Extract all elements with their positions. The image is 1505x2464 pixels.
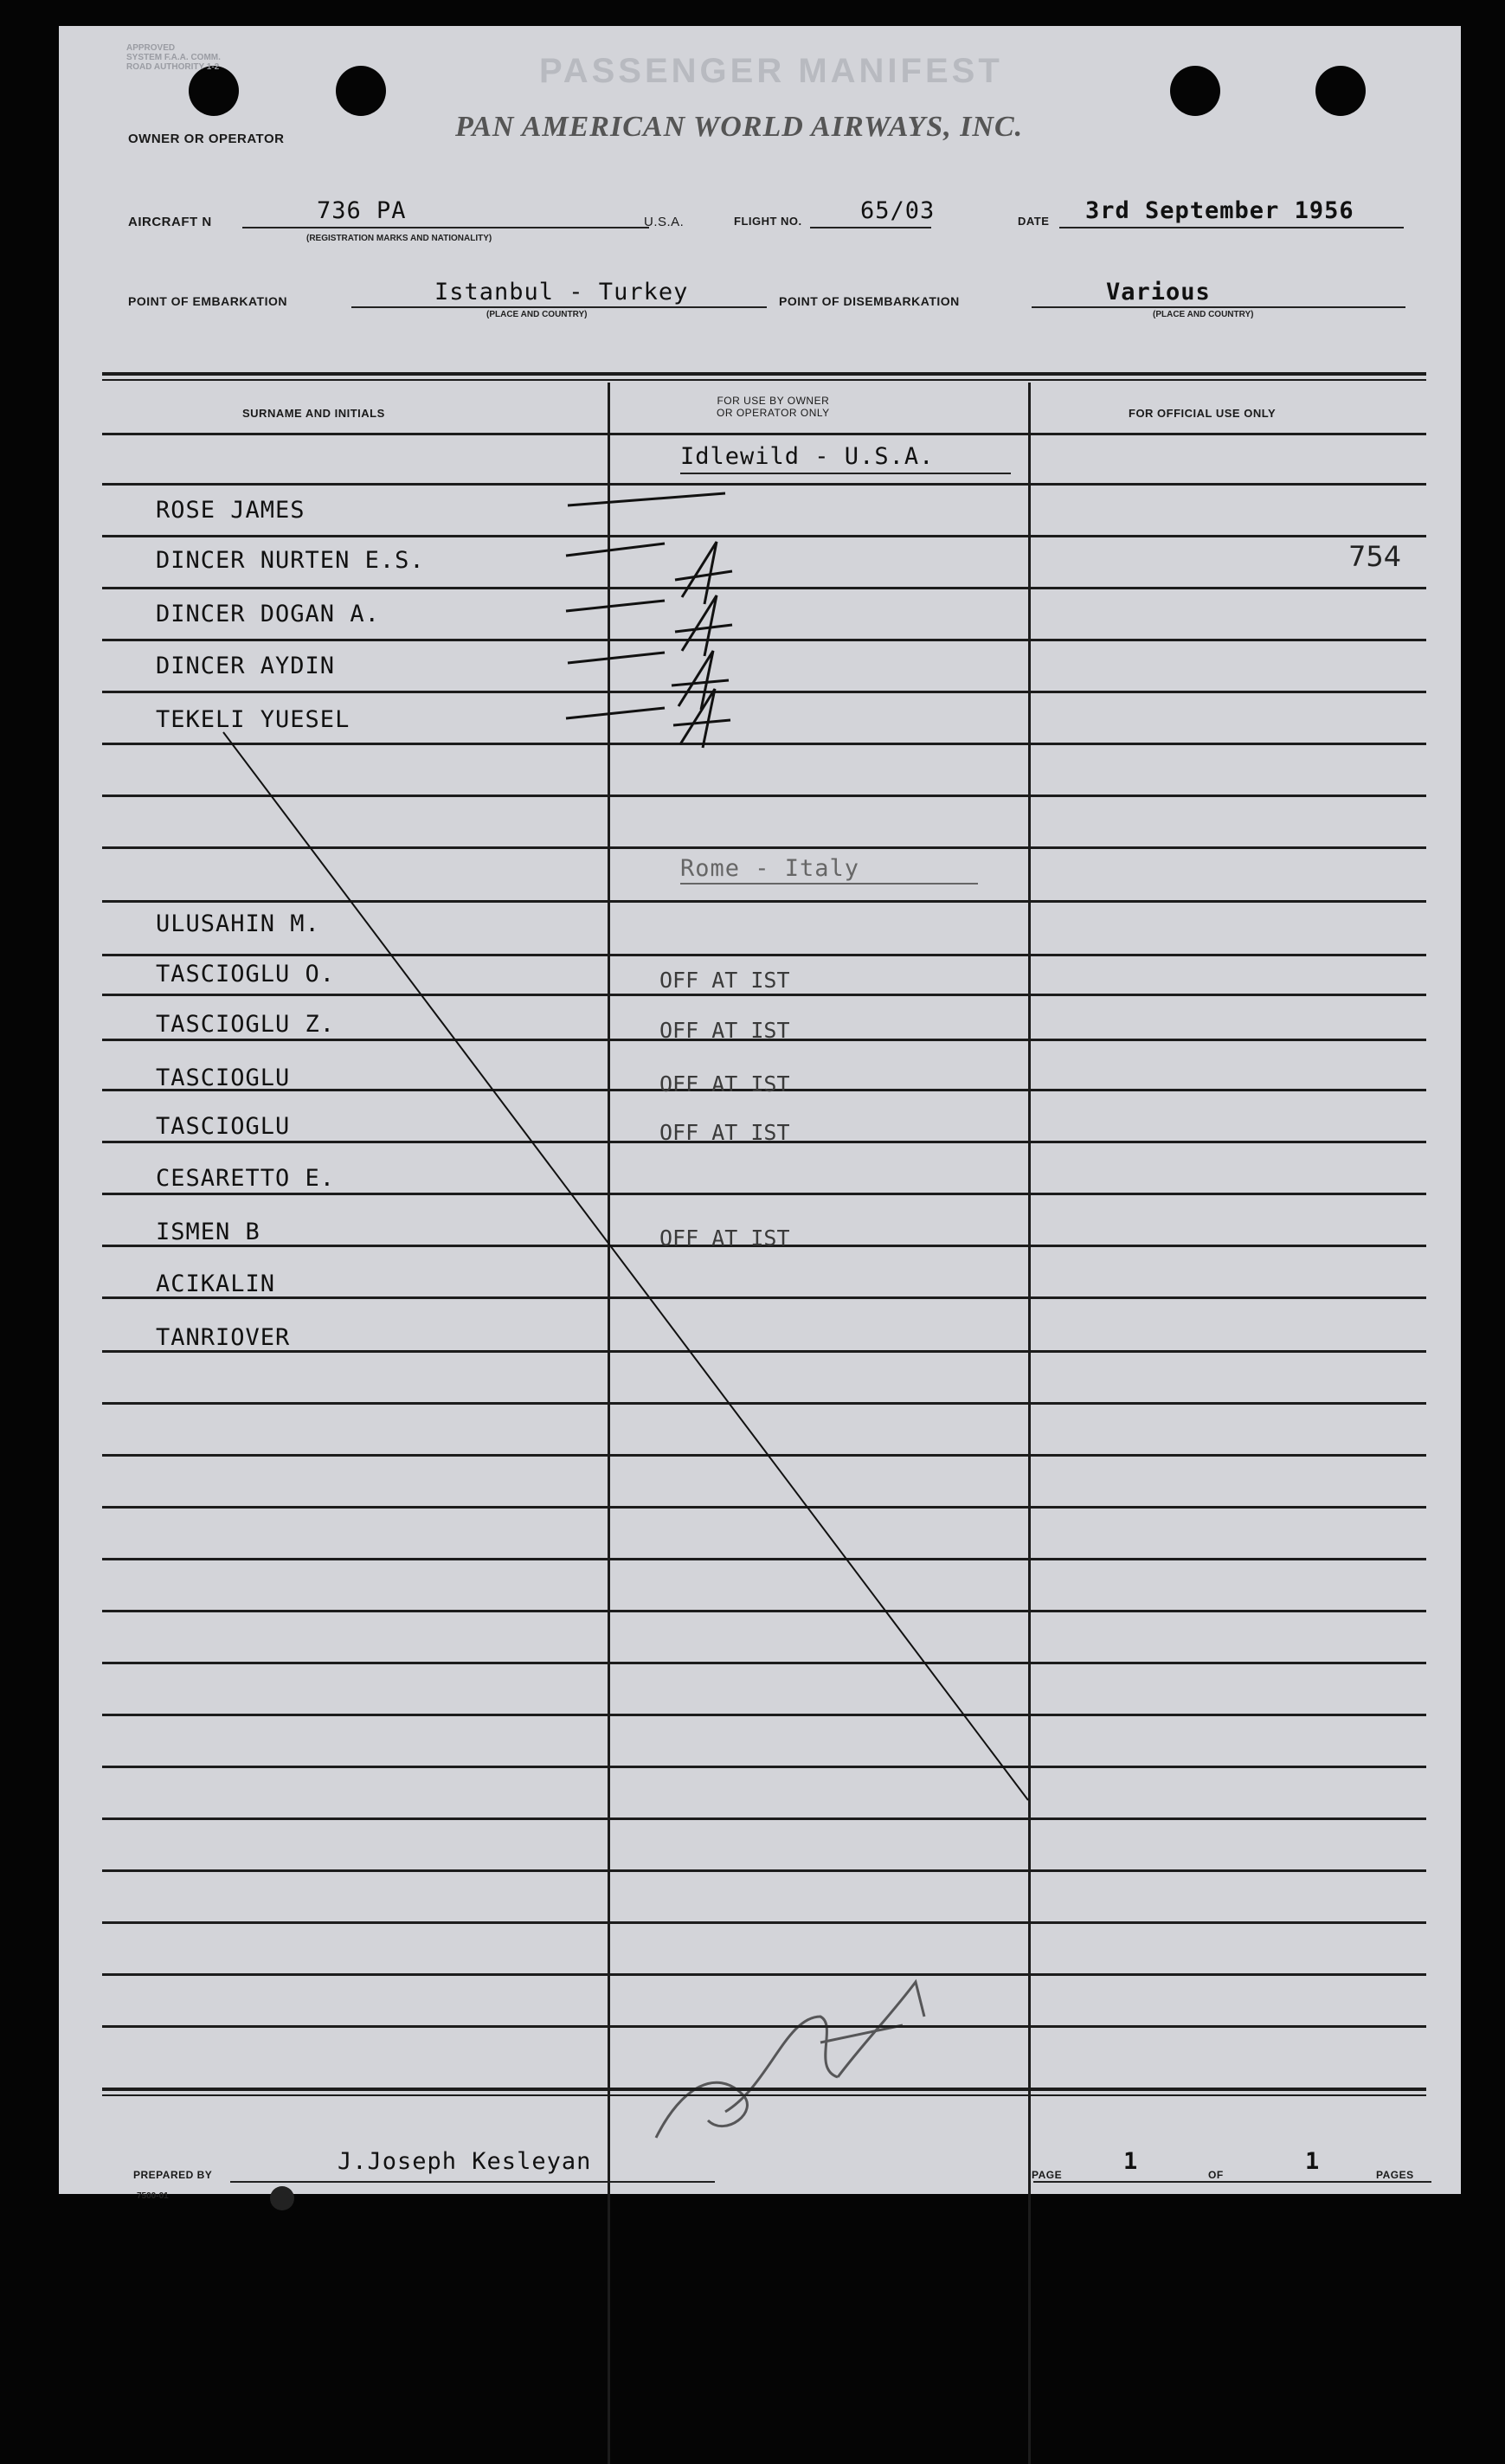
passenger-name: ACIKALIN bbox=[156, 1271, 276, 1297]
destination-heading: Rome - Italy bbox=[680, 855, 860, 882]
of-label: OF bbox=[1208, 2169, 1224, 2181]
passenger-name: CESARETTO E. bbox=[156, 1165, 336, 1192]
passenger-name: TASCIOGLU O. bbox=[156, 961, 336, 988]
passenger-name: TANRIOVER bbox=[156, 1324, 291, 1351]
passenger-name: ULUSAHIN M. bbox=[156, 910, 320, 937]
disembarkation-value: Various bbox=[1106, 279, 1211, 306]
prepared-by-label: PREPARED BY bbox=[133, 2169, 213, 2181]
approval-stamp: APPROVED SYSTEM F.A.A. COMM. ROAD AUTHORITY 1-2 bbox=[126, 43, 221, 72]
embarkation-value: Istanbul - Turkey bbox=[434, 279, 689, 306]
col-surname-header: SURNAME AND INITIALS bbox=[242, 407, 385, 420]
passenger-name: TASCIOGLU bbox=[156, 1065, 291, 1091]
col-owner-header: FOR USE BY OWNER OR OPERATOR ONLY bbox=[717, 395, 830, 419]
handwritten-signature bbox=[656, 1982, 924, 2138]
form-number: 7500-01 bbox=[137, 2191, 169, 2201]
disembarkation-label: POINT OF DISEMBARKATION bbox=[779, 294, 960, 308]
embarkation-label: POINT OF EMBARKATION bbox=[128, 294, 287, 308]
passenger-name: TEKELI YUESEL bbox=[156, 706, 351, 733]
flight-no-value: 65/03 bbox=[860, 197, 936, 224]
date-label: DATE bbox=[1018, 215, 1050, 228]
passenger-name: TASCIOGLU bbox=[156, 1113, 291, 1140]
destination-heading: Idlewild - U.S.A. bbox=[680, 443, 935, 470]
flight-no-label: FLIGHT NO. bbox=[734, 215, 802, 228]
embarkation-caption: (PLACE AND COUNTRY) bbox=[486, 310, 588, 319]
diagonal-strike-line bbox=[223, 732, 1028, 1800]
of-value: 1 bbox=[1305, 2148, 1321, 2175]
union-bug-icon bbox=[270, 2186, 294, 2210]
passenger-name: DINCER DOGAN A. bbox=[156, 601, 380, 627]
owner-note: OFF AT IST bbox=[659, 1071, 790, 1097]
handwritten-marks bbox=[59, 26, 1461, 2194]
dash-marks bbox=[566, 493, 725, 718]
col-official-header: FOR OFFICIAL USE ONLY bbox=[1129, 407, 1277, 420]
owner-note: OFF AT IST bbox=[659, 1226, 790, 1251]
aircraft-label: AIRCRAFT N bbox=[128, 215, 212, 229]
owner-note: OFF AT IST bbox=[659, 1018, 790, 1043]
disembarkation-caption: (PLACE AND COUNTRY) bbox=[1153, 310, 1254, 319]
form-title: PASSENGER MANIFEST bbox=[539, 52, 1003, 90]
owner-note: OFF AT IST bbox=[659, 968, 790, 993]
aircraft-value: 736 PA bbox=[317, 197, 407, 224]
passenger-name: ISMEN B bbox=[156, 1219, 260, 1245]
a-check-mark bbox=[672, 542, 732, 748]
registration-caption: (REGISTRATION MARKS AND NATIONALITY) bbox=[306, 234, 492, 243]
pages-label: PAGES bbox=[1376, 2169, 1414, 2181]
prepared-by-value: J.Joseph Kesleyan bbox=[338, 2148, 592, 2175]
passenger-name: ROSE JAMES bbox=[156, 497, 306, 524]
owner-value: PAN AMERICAN WORLD AIRWAYS, INC. bbox=[455, 111, 1024, 143]
page-label: PAGE bbox=[1032, 2169, 1063, 2181]
date-value: 3rd September 1956 bbox=[1085, 197, 1354, 224]
table-bottom-rule bbox=[102, 2088, 1426, 2091]
passenger-name: TASCIOGLU Z. bbox=[156, 1011, 336, 1038]
owner-note: OFF AT IST bbox=[659, 1120, 790, 1145]
official-mark: 754 bbox=[1348, 540, 1402, 573]
page-value: 1 bbox=[1123, 2148, 1139, 2175]
passenger-name: DINCER NURTEN E.S. bbox=[156, 547, 425, 574]
passenger-name: DINCER AYDIN bbox=[156, 653, 336, 679]
usa-label: U.S.A. bbox=[644, 215, 685, 229]
manifest-document bbox=[59, 26, 1461, 2201]
owner-label: OWNER OR OPERATOR bbox=[128, 132, 285, 146]
